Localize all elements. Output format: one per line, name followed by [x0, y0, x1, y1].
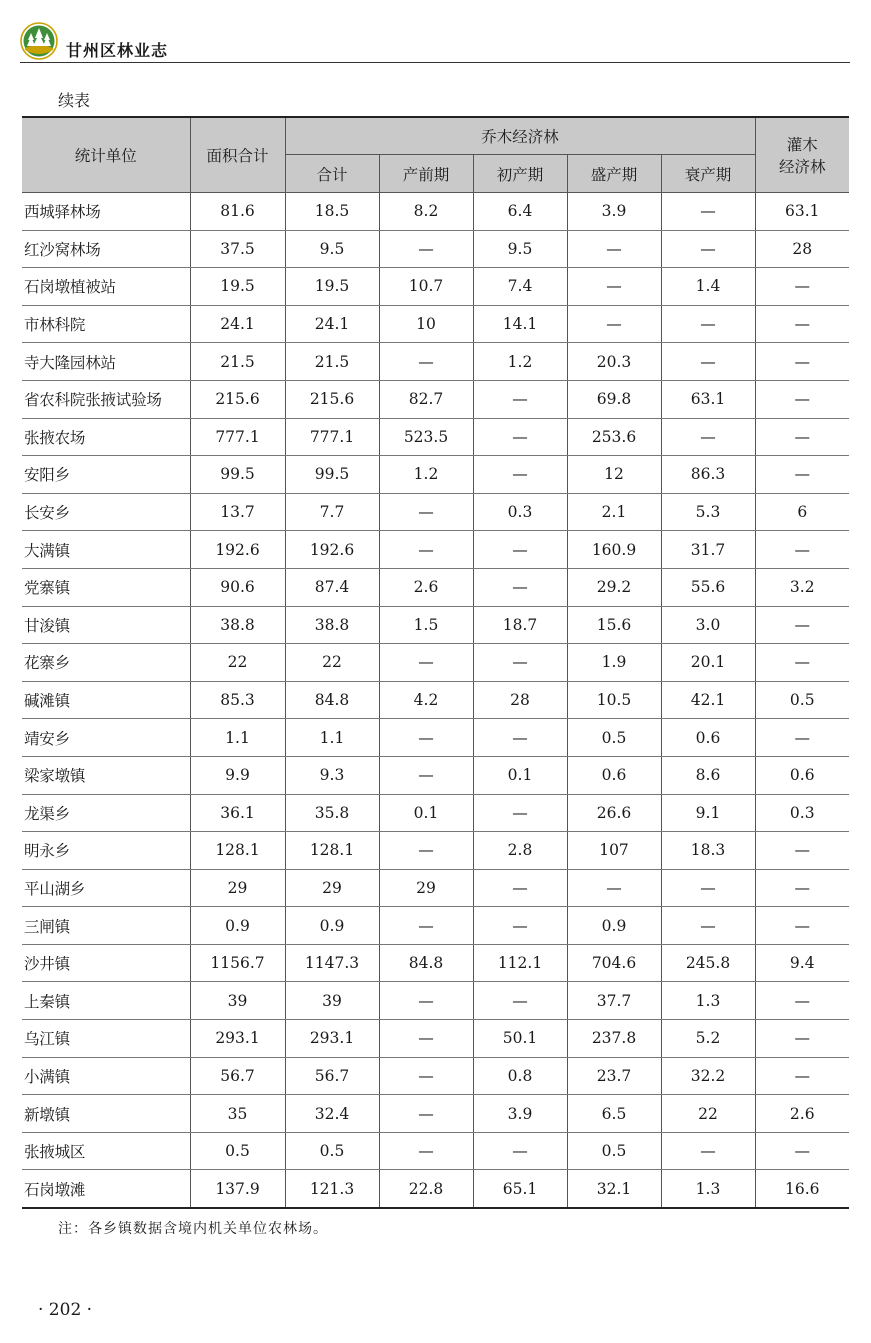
table-cell: — [755, 719, 849, 757]
table-cell: — [379, 982, 473, 1020]
table-cell: 50.1 [473, 1020, 567, 1058]
table-cell: 3.9 [473, 1095, 567, 1133]
table-cell: 13.7 [190, 493, 285, 531]
table-cell: 2.8 [473, 832, 567, 870]
book-title: 甘州区林业志 [66, 41, 169, 60]
table-cell: — [473, 719, 567, 757]
table-cell: 107 [567, 832, 661, 870]
row-unit-name: 长安乡 [22, 493, 190, 531]
table-row [22, 606, 849, 644]
table-cell: 14.1 [473, 305, 567, 343]
table-cell: 121.3 [285, 1170, 379, 1208]
row-unit-name: 碱滩镇 [22, 681, 190, 719]
header-sub-declining-production: 衰产期 [661, 155, 755, 193]
table-cell: 2.6 [755, 1095, 849, 1133]
table-cell: 87.4 [285, 568, 379, 606]
table-cell: 137.9 [190, 1170, 285, 1208]
table-cell: 4.2 [379, 681, 473, 719]
table-cell: 9.1 [661, 794, 755, 832]
header-sub-pre-production: 产前期 [379, 155, 473, 193]
table-cell: 1.3 [661, 982, 755, 1020]
table-cell: — [473, 531, 567, 569]
row-unit-name: 省农科院张掖试验场 [22, 380, 190, 418]
table-cell: 22 [661, 1095, 755, 1133]
header-divider [20, 62, 850, 63]
table-cell: 29 [190, 869, 285, 907]
table-cell: 23.7 [567, 1057, 661, 1095]
table-cell: — [755, 418, 849, 456]
table-cell: — [755, 644, 849, 682]
header-sub-early-production: 初产期 [473, 155, 567, 193]
row-unit-name: 花寨乡 [22, 644, 190, 682]
row-unit-name: 小满镇 [22, 1057, 190, 1095]
table-cell: 24.1 [285, 305, 379, 343]
table-cell: 84.8 [285, 681, 379, 719]
row-unit-name: 明永乡 [22, 832, 190, 870]
table-row [22, 719, 849, 757]
table-cell: 1.2 [379, 456, 473, 494]
table-cell: 15.6 [567, 606, 661, 644]
table-cell: 0.5 [755, 681, 849, 719]
table-cell: 0.5 [190, 1132, 285, 1170]
table-cell: 18.5 [285, 193, 379, 231]
table-row [22, 568, 849, 606]
table-cell: 29.2 [567, 568, 661, 606]
table-footnote: 注：各乡镇数据含境内机关单位农林场。 [58, 1221, 328, 1237]
row-unit-name: 龙渠乡 [22, 794, 190, 832]
table-cell: 1.1 [285, 719, 379, 757]
table-cell: 5.2 [661, 1020, 755, 1058]
row-unit-name: 西城驿林场 [22, 193, 190, 231]
table-row [22, 493, 849, 531]
table-cell: 523.5 [379, 418, 473, 456]
table-cell: 2.6 [379, 568, 473, 606]
table-cell: 0.6 [567, 756, 661, 794]
table-cell: — [755, 907, 849, 945]
table-cell: 63.1 [755, 193, 849, 231]
table-cell: — [379, 644, 473, 682]
table-cell: 63.1 [661, 380, 755, 418]
table-row [22, 869, 849, 907]
table-cell: 86.3 [661, 456, 755, 494]
table-cell: 32.2 [661, 1057, 755, 1095]
table-cell: — [379, 832, 473, 870]
economic-forest-table [22, 116, 849, 1209]
table-row [22, 456, 849, 494]
table-cell: — [755, 380, 849, 418]
table-cell: 90.6 [190, 568, 285, 606]
row-unit-name: 张掖农场 [22, 418, 190, 456]
header-sub-peak-production: 盛产期 [567, 155, 661, 193]
row-unit-name: 乌江镇 [22, 1020, 190, 1058]
header-sub-total: 合计 [285, 155, 379, 193]
table-cell: — [567, 869, 661, 907]
table-cell: — [473, 907, 567, 945]
table-cell: — [661, 343, 755, 381]
table-row [22, 193, 849, 231]
table-cell: — [473, 982, 567, 1020]
row-unit-name: 红沙窝林场 [22, 230, 190, 268]
table-cell: 215.6 [190, 380, 285, 418]
table-cell: — [473, 380, 567, 418]
header-shrub-line1: 灌木 [786, 136, 818, 154]
table-cell: 128.1 [285, 832, 379, 870]
table-cell: 3.2 [755, 568, 849, 606]
table-cell: 245.8 [661, 944, 755, 982]
table-cell: 253.6 [567, 418, 661, 456]
table-cell: 37.7 [567, 982, 661, 1020]
table-cell: 9.5 [285, 230, 379, 268]
table-row [22, 343, 849, 381]
table-cell: — [661, 1132, 755, 1170]
table-cell: 777.1 [190, 418, 285, 456]
table-cell: 38.8 [190, 606, 285, 644]
table-cell: 1.4 [661, 268, 755, 306]
table-cell: — [567, 230, 661, 268]
table-cell: — [661, 418, 755, 456]
table-cell: 35 [190, 1095, 285, 1133]
table-cell: 0.9 [567, 907, 661, 945]
table-row [22, 907, 849, 945]
table-cell: 704.6 [567, 944, 661, 982]
table-cell: 20.1 [661, 644, 755, 682]
table-cell: 22 [285, 644, 379, 682]
table-body [22, 193, 849, 1209]
table-cell: 6.4 [473, 193, 567, 231]
table-row [22, 305, 849, 343]
table-row [22, 380, 849, 418]
table-cell: 19.5 [285, 268, 379, 306]
table-cell: 7.7 [285, 493, 379, 531]
row-unit-name: 党寨镇 [22, 568, 190, 606]
table-cell: — [379, 343, 473, 381]
table-cell: — [755, 268, 849, 306]
table-cell: — [755, 531, 849, 569]
page-header [20, 22, 850, 64]
header-shrub-group [755, 117, 849, 193]
table-cell: 1.3 [661, 1170, 755, 1208]
table-cell: 0.1 [379, 794, 473, 832]
table-cell: — [755, 1057, 849, 1095]
table-cell: 20.3 [567, 343, 661, 381]
table-cell: — [755, 832, 849, 870]
row-unit-name: 靖安乡 [22, 719, 190, 757]
table-row [22, 982, 849, 1020]
table-cell: — [661, 305, 755, 343]
table-cell: — [473, 456, 567, 494]
table-cell: 0.1 [473, 756, 567, 794]
table-cell: 0.6 [755, 756, 849, 794]
table-cell: 21.5 [190, 343, 285, 381]
table-row [22, 418, 849, 456]
table-cell: — [661, 907, 755, 945]
table-row [22, 1170, 849, 1208]
table-cell: — [661, 230, 755, 268]
table-cell: 31.7 [661, 531, 755, 569]
table-cell: — [755, 1020, 849, 1058]
forest-trees-emblem-icon [20, 22, 58, 60]
table-cell: 9.4 [755, 944, 849, 982]
table-cell: 0.5 [567, 719, 661, 757]
table-cell: 0.3 [473, 493, 567, 531]
table-cell: — [379, 719, 473, 757]
table-cell: — [473, 418, 567, 456]
table-cell: — [567, 305, 661, 343]
table-row [22, 1132, 849, 1170]
page-number: · 202 · [38, 1300, 93, 1320]
table-cell: 29 [379, 869, 473, 907]
table-cell: 26.6 [567, 794, 661, 832]
table-cell: 16.6 [755, 1170, 849, 1208]
table-row [22, 944, 849, 982]
table-cell: — [379, 1020, 473, 1058]
table-cell: 39 [190, 982, 285, 1020]
row-unit-name: 梁家墩镇 [22, 756, 190, 794]
table-cell: 0.5 [285, 1132, 379, 1170]
table-cell: 84.8 [379, 944, 473, 982]
table-cell: — [755, 606, 849, 644]
row-unit-name: 石岗墩滩 [22, 1170, 190, 1208]
table-cell: 18.3 [661, 832, 755, 870]
table-row [22, 644, 849, 682]
table-cell: 24.1 [190, 305, 285, 343]
table-cell: 22.8 [379, 1170, 473, 1208]
row-unit-name: 新墩镇 [22, 1095, 190, 1133]
table-cell: 9.9 [190, 756, 285, 794]
table-cell: — [379, 1057, 473, 1095]
table-cell: 2.1 [567, 493, 661, 531]
table-cell: — [755, 1132, 849, 1170]
table-cell: 6.5 [567, 1095, 661, 1133]
table-cell: 5.3 [661, 493, 755, 531]
table-cell: 192.6 [285, 531, 379, 569]
table-cell: 192.6 [190, 531, 285, 569]
table-continued-caption: 续表 [58, 91, 91, 110]
table-cell: 160.9 [567, 531, 661, 569]
header-arbor-group: 乔木经济林 [285, 117, 755, 155]
table-row [22, 756, 849, 794]
table-cell: 0.9 [190, 907, 285, 945]
table-cell: 38.8 [285, 606, 379, 644]
table-cell: 55.6 [661, 568, 755, 606]
row-unit-name: 甘浚镇 [22, 606, 190, 644]
table-cell: 28 [473, 681, 567, 719]
row-unit-name: 平山湖乡 [22, 869, 190, 907]
table-cell: — [379, 493, 473, 531]
table-cell: 1.1 [190, 719, 285, 757]
table-cell: — [755, 869, 849, 907]
table-cell: 293.1 [190, 1020, 285, 1058]
table-cell: — [473, 869, 567, 907]
table-cell: — [379, 756, 473, 794]
table-row [22, 531, 849, 569]
table-cell: 10.5 [567, 681, 661, 719]
table-cell: — [379, 531, 473, 569]
table-cell: 0.3 [755, 794, 849, 832]
table-cell: 0.8 [473, 1057, 567, 1095]
table-cell: 7.4 [473, 268, 567, 306]
row-unit-name: 上秦镇 [22, 982, 190, 1020]
table-cell: 69.8 [567, 380, 661, 418]
table-cell: 19.5 [190, 268, 285, 306]
row-unit-name: 大满镇 [22, 531, 190, 569]
row-unit-name: 寺大隆园林站 [22, 343, 190, 381]
row-unit-name: 三闸镇 [22, 907, 190, 945]
table-cell: 215.6 [285, 380, 379, 418]
table-cell: — [473, 644, 567, 682]
table-cell: 3.0 [661, 606, 755, 644]
table-cell: 9.3 [285, 756, 379, 794]
table-cell: — [755, 305, 849, 343]
table-cell: 1.2 [473, 343, 567, 381]
header-unit: 统计单位 [22, 117, 190, 193]
table-row [22, 794, 849, 832]
table-cell: 1.9 [567, 644, 661, 682]
table-cell: 21.5 [285, 343, 379, 381]
table-cell: — [755, 343, 849, 381]
table-cell: — [379, 230, 473, 268]
table-cell: 82.7 [379, 380, 473, 418]
table-cell: 12 [567, 456, 661, 494]
table-cell: 128.1 [190, 832, 285, 870]
table-cell: 112.1 [473, 944, 567, 982]
table-cell: 32.4 [285, 1095, 379, 1133]
table-cell: 0.9 [285, 907, 379, 945]
table-row [22, 1057, 849, 1095]
table-cell: 237.8 [567, 1020, 661, 1058]
table-cell: 3.9 [567, 193, 661, 231]
header-shrub-line2: 经济林 [778, 158, 826, 176]
table-cell: 8.6 [661, 756, 755, 794]
table-cell: 32.1 [567, 1170, 661, 1208]
table-row [22, 1095, 849, 1133]
table-cell: — [473, 568, 567, 606]
row-unit-name: 沙井镇 [22, 944, 190, 982]
table-row [22, 832, 849, 870]
table-cell: 0.6 [661, 719, 755, 757]
table-cell: 10.7 [379, 268, 473, 306]
row-unit-name: 张掖城区 [22, 1132, 190, 1170]
table-cell: — [473, 794, 567, 832]
table-cell: — [379, 907, 473, 945]
table-row [22, 268, 849, 306]
table-cell: 65.1 [473, 1170, 567, 1208]
table-cell: — [661, 193, 755, 231]
row-unit-name: 安阳乡 [22, 456, 190, 494]
table-cell: — [755, 456, 849, 494]
table-cell: 42.1 [661, 681, 755, 719]
header-total-area: 面积合计 [190, 117, 285, 193]
table-cell: 777.1 [285, 418, 379, 456]
table-cell: 81.6 [190, 193, 285, 231]
table-cell: 18.7 [473, 606, 567, 644]
row-unit-name: 市林科院 [22, 305, 190, 343]
table-cell: — [567, 268, 661, 306]
table-cell: 1147.3 [285, 944, 379, 982]
table-cell: — [661, 869, 755, 907]
table-cell: 1.5 [379, 606, 473, 644]
table-cell: 22 [190, 644, 285, 682]
table-cell: 8.2 [379, 193, 473, 231]
table-cell: 0.5 [567, 1132, 661, 1170]
table-cell: — [755, 982, 849, 1020]
table-cell: 56.7 [190, 1057, 285, 1095]
table-cell: 36.1 [190, 794, 285, 832]
table-cell: 1156.7 [190, 944, 285, 982]
table-cell: 56.7 [285, 1057, 379, 1095]
row-unit-name: 石岗墩植被站 [22, 268, 190, 306]
table-cell: 85.3 [190, 681, 285, 719]
table-cell: 29 [285, 869, 379, 907]
table-cell: 39 [285, 982, 379, 1020]
table-cell: 9.5 [473, 230, 567, 268]
table-cell: 10 [379, 305, 473, 343]
table-cell: 35.8 [285, 794, 379, 832]
table-cell: — [473, 1132, 567, 1170]
table-cell: 28 [755, 230, 849, 268]
table-cell: 293.1 [285, 1020, 379, 1058]
table-row [22, 1020, 849, 1058]
table-cell: 99.5 [190, 456, 285, 494]
table-row [22, 230, 849, 268]
table-cell: — [379, 1095, 473, 1133]
table-row [22, 681, 849, 719]
table-cell: 37.5 [190, 230, 285, 268]
table-cell: 99.5 [285, 456, 379, 494]
table-cell: 6 [755, 493, 849, 531]
table-cell: — [379, 1132, 473, 1170]
